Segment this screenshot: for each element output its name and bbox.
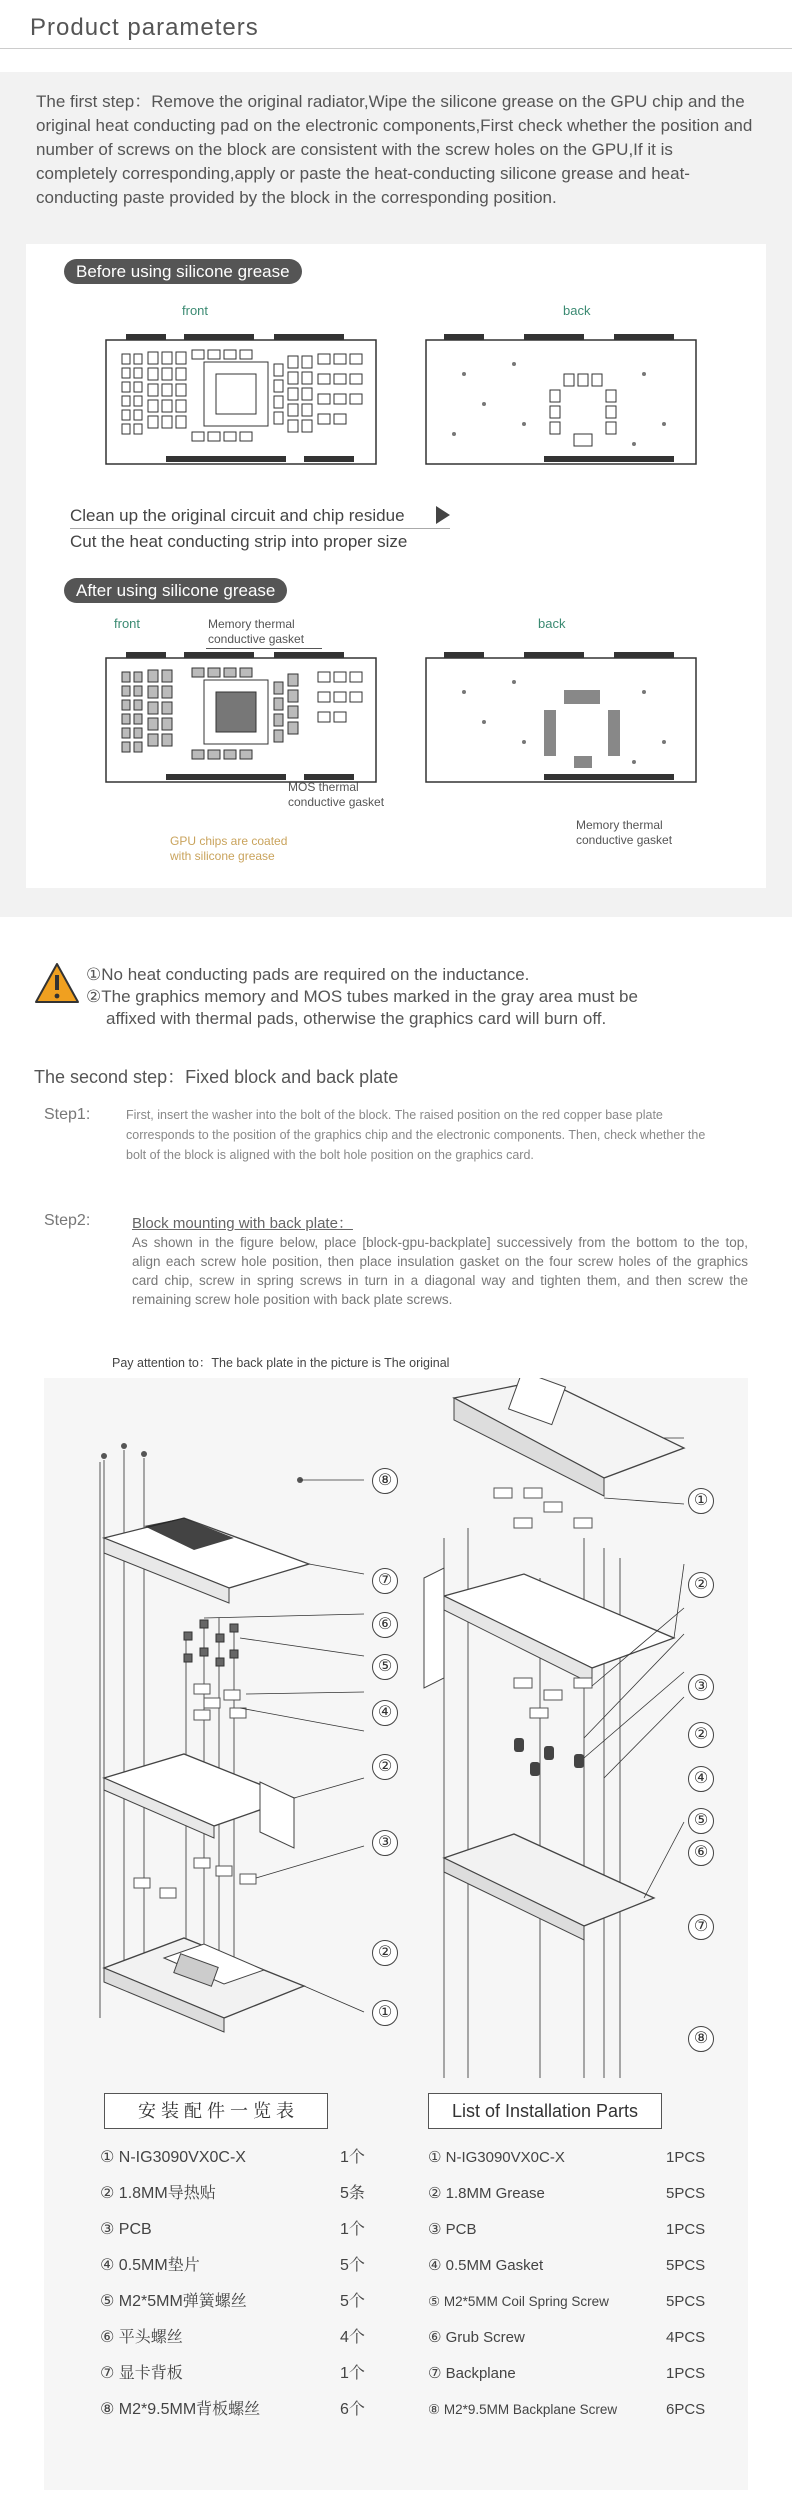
parts-cn-row-4 (100, 2248, 380, 2284)
part-qty: 5个 (340, 2293, 365, 2310)
part-name: ③ PCB (428, 2221, 477, 2238)
part-qty: 4个 (340, 2329, 365, 2346)
gpu-front-board-before (104, 334, 380, 469)
callout-4-left: ④ (372, 1700, 398, 1726)
parts-en-row-4 (428, 2248, 728, 2284)
parts-cn-row-3 (100, 2212, 380, 2248)
part-qty: 1PCS (666, 2365, 706, 2382)
callout-8-left: ⑧ (372, 1468, 398, 1494)
part-qty: 5PCS (666, 2257, 706, 2274)
step1-intro-text: The first step：Remove the original radiator,Wipe the silicone grease on the GPU chip and the original heat conducting pad on the electronic components,First check whether the position and number of screws on the block are consistent with the screw holes on the GPU,If it is completely corresponding,apply or paste the heat-conducting silicone grease and heat-conducting paste provided by the block in the corresponding position. (36, 92, 753, 207)
warning-icon (34, 962, 80, 1004)
part-name: ⑦ 显卡背板 (100, 2365, 183, 2382)
part-qty: 6PCS (666, 2401, 706, 2418)
part-qty: 1个 (340, 2221, 365, 2238)
callout-1-right: ① (688, 1488, 714, 1514)
step1-body: First, insert the washer into the bolt of the block. The raised position on the red copper base plate corresponds to the position of the graphics chip and the electronic components. Then, check whether the bolt of the block is aligned with the bolt hole position on the graphics card. (126, 1108, 706, 1162)
part-name: ⑥ 平头螺丝 (100, 2329, 183, 2346)
callout-2-right-b: ② (688, 1722, 714, 1748)
part-name: ③ PCB (100, 2221, 152, 2238)
callout-4-right: ④ (688, 1766, 714, 1792)
callout-7-right: ⑦ (688, 1914, 714, 1940)
step2-heading: Block mounting with back plate： (132, 1215, 353, 1232)
step2-title: The second step：Fixed block and back plate (34, 1067, 399, 1087)
parts-cn-row-6 (100, 2320, 380, 2356)
clean-divider (70, 528, 450, 529)
parts-cn-row-8 (100, 2392, 380, 2428)
part-qty: 1个 (340, 2365, 365, 2382)
parts-list-cn-title: 安 装 配 件 一 览 表 (104, 2093, 328, 2129)
front-label-1: front (182, 303, 209, 318)
callout-3-right: ③ (688, 1674, 714, 1700)
parts-en-row-6 (428, 2320, 728, 2356)
pay-attention-text: Pay attention to：The back plate in the picture is The original (112, 1356, 450, 1370)
callout-3-left: ③ (372, 1830, 398, 1856)
part-name: ① N-IG3090VX0C-X (428, 2149, 565, 2166)
front-label-2: front (114, 616, 141, 631)
part-name: ⑥ Grub Screw (428, 2329, 525, 2346)
parts-en-row-2 (428, 2176, 728, 2212)
clean-residue-text: Clean up the original circuit and chip residue (70, 506, 405, 525)
part-name: ⑧ M2*9.5MM背板螺丝 (100, 2401, 261, 2418)
part-name: ④ 0.5MM Gasket (428, 2257, 544, 2274)
parts-en-row-7 (428, 2356, 728, 2392)
memory-gasket-leader (206, 648, 322, 649)
callout-7-left: ⑦ (372, 1568, 398, 1594)
step2-body: As shown in the figure below, place [block-gpu-backplate] successively from the bottom to the top, align each screw hole position, then place insulation gasket on the four screw holes of the graphics card chip, screw in spring screws in turn in a diagonal way and tighten them, and then screw the remaining screw hole position with back plate screws. (132, 1235, 748, 1307)
callout-6-right: ⑥ (688, 1840, 714, 1866)
parts-en-row-1 (428, 2140, 728, 2176)
part-qty: 1PCS (666, 2149, 706, 2166)
callout-5-right: ⑤ (688, 1808, 714, 1834)
callout-2-right-a: ② (688, 1572, 714, 1598)
part-qty: 6个 (340, 2401, 365, 2418)
cut-strip-text: Cut the heat conducting strip into proper size (70, 532, 408, 551)
callout-5-left: ⑤ (372, 1654, 398, 1680)
callout-1-left: ① (372, 2000, 398, 2026)
part-name: ⑧ M2*9.5MM Backplane Screw (428, 2402, 618, 2417)
part-qty: 5条 (340, 2185, 365, 2202)
part-qty: 5PCS (666, 2293, 706, 2310)
part-name: ① N-IG3090VX0C-X (100, 2149, 246, 2166)
after-grease-label: After using silicone grease (64, 578, 287, 603)
header-divider (0, 48, 792, 49)
parts-list-en (428, 2140, 728, 2430)
step1-label: Step1: (44, 1106, 91, 1123)
part-qty: 5个 (340, 2257, 365, 2274)
parts-list-cn (100, 2140, 380, 2430)
parts-cn-row-7 (100, 2356, 380, 2392)
memory-gasket-note-1: Memory thermal conductive gasket (208, 617, 305, 646)
parts-cn-row-2 (100, 2176, 380, 2212)
parts-en-row-5 (428, 2284, 728, 2320)
back-label-2: back (538, 616, 566, 631)
callout-2-left-a: ② (372, 1754, 398, 1780)
mos-gasket-note: MOS thermal conductive gasket (288, 780, 385, 809)
part-name: ⑤ M2*5MM Coil Spring Screw (428, 2294, 609, 2309)
part-qty: 4PCS (666, 2329, 706, 2346)
part-name: ⑤ M2*5MM弹簧螺丝 (100, 2293, 247, 2310)
part-name: ② 1.8MM导热贴 (100, 2185, 216, 2202)
part-qty: 1个 (340, 2149, 365, 2166)
back-label-1: back (563, 303, 591, 318)
gpu-back-board-after (424, 652, 700, 787)
arrow-right-icon (436, 506, 450, 524)
page-title: Product parameters (30, 14, 259, 41)
warning-line-1: ①No heat conducting pads are required on the inductance. (86, 965, 530, 984)
parts-list-en-title: List of Installation Parts (428, 2093, 662, 2129)
parts-cn-row-1 (100, 2140, 380, 2176)
part-qty: 1PCS (666, 2221, 706, 2238)
callout-6-left: ⑥ (372, 1612, 398, 1638)
before-grease-label: Before using silicone grease (64, 259, 302, 284)
parts-en-row-8 (428, 2392, 728, 2428)
part-name: ② 1.8MM Grease (428, 2185, 545, 2202)
parts-cn-row-5 (100, 2284, 380, 2320)
gpu-grease-note: GPU chips are coated with silicone grease (170, 834, 288, 863)
part-name: ④ 0.5MM垫片 (100, 2257, 200, 2274)
callout-8-right: ⑧ (688, 2026, 714, 2052)
parts-en-row-3 (428, 2212, 728, 2248)
memory-gasket-note-2: Memory thermal conductive gasket (576, 818, 673, 847)
step2-label: Step2: (44, 1212, 91, 1229)
gpu-back-board-before (424, 334, 700, 469)
gpu-front-board-after (104, 652, 380, 787)
part-name: ⑦ Backplane (428, 2365, 516, 2382)
part-qty: 5PCS (666, 2185, 706, 2202)
warning-line-2: ②The graphics memory and MOS tubes marked in the gray area must be (86, 987, 638, 1006)
callout-2-left-b: ② (372, 1940, 398, 1966)
warning-line-3: affixed with thermal pads, otherwise the graphics card will burn off. (106, 1009, 607, 1028)
